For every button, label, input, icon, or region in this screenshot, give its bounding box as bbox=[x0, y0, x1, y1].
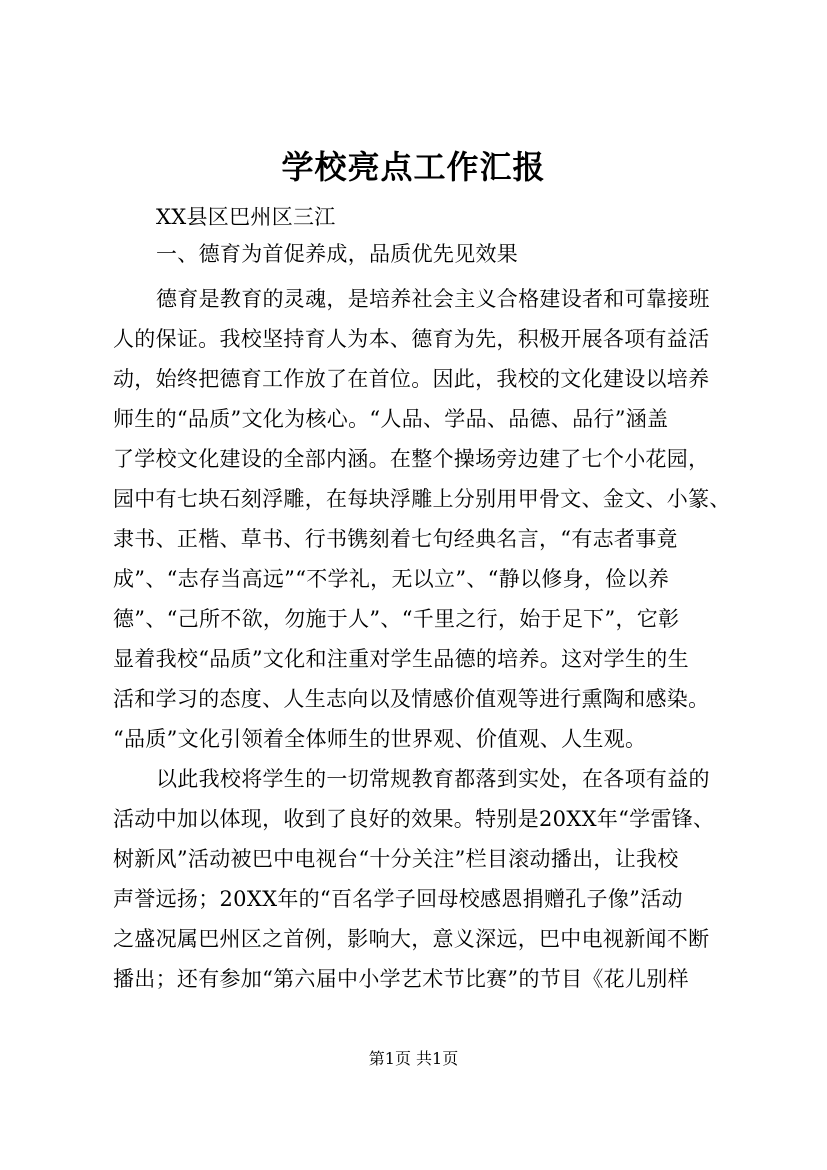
paragraph-line: 园中有七块石刻浮雕，在每块浮雕上分别用甲骨文、金文、小篆、 bbox=[113, 487, 731, 511]
paragraph-line: 德育是教育的灵魂，是培养社会主义合格建设者和可靠接班 bbox=[156, 287, 710, 311]
paragraph-line: 动，始终把德育工作放了在首位。因此，我校的文化建设以培养 bbox=[113, 367, 710, 391]
author-line: XX县区巴州区三江 bbox=[156, 205, 336, 229]
document-title: 学校亮点工作汇报 bbox=[281, 148, 546, 186]
paragraph-line: 声誉远扬；20XX年的“百名学子回母校感恩捐赠孔子像”活动 bbox=[113, 887, 683, 911]
paragraph-line: 师生的“品质”文化为核心。“人品、学品、品德、品行”涵盖 bbox=[113, 407, 669, 431]
paragraph-line: 树新风”活动被巴中电视台“十分关注”栏目滚动播出，让我校 bbox=[113, 847, 679, 871]
paragraph-line: 隶书、正楷、草书、行书镌刻着七句经典名言，“有志者事竟 bbox=[113, 527, 678, 551]
paragraph-line: 以此我校将学生的一切常规教育都落到实处，在各项有益的 bbox=[156, 767, 710, 791]
section-heading: 一、德育为首促养成，品质优先见效果 bbox=[156, 242, 519, 266]
page-footer: 第1页 共1页 bbox=[368, 1049, 459, 1068]
paragraph-line: 播出；还有参加“第六届中小学艺术节比赛”的节目《花儿别样 bbox=[113, 967, 689, 991]
paragraph-line: 人的保证。我校坚持育人为本、德育为先，积极开展各项有益活 bbox=[113, 327, 710, 351]
paragraph-line: 活和学习的态度、人生志向以及情感价值观等进行熏陶和感染。 bbox=[113, 687, 710, 711]
paragraph-line: 显着我校“品质”文化和注重对学生品德的培养。这对学生的生 bbox=[113, 647, 689, 671]
paragraph-line: 了学校文化建设的全部内涵。在整个操场旁边建了七个小花园， bbox=[113, 447, 710, 471]
paragraph-line: 活动中加以体现，收到了良好的效果。特别是20XX年“学雷锋、 bbox=[113, 807, 715, 831]
paragraph-line: 之盛况属巴州区之首例，影响大，意义深远，巴中电视新闻不断 bbox=[113, 927, 710, 951]
paragraph-line: 成”、“志存当高远”“不学礼，无以立”、“静以修身，俭以养 bbox=[113, 567, 670, 591]
paragraph-line: “品质”文化引领着全体师生的世界观、价值观、人生观。 bbox=[113, 727, 647, 751]
paragraph-line: 德”、“己所不欲，勿施于人”、“千里之行，始于足下”，它彰 bbox=[113, 607, 680, 631]
